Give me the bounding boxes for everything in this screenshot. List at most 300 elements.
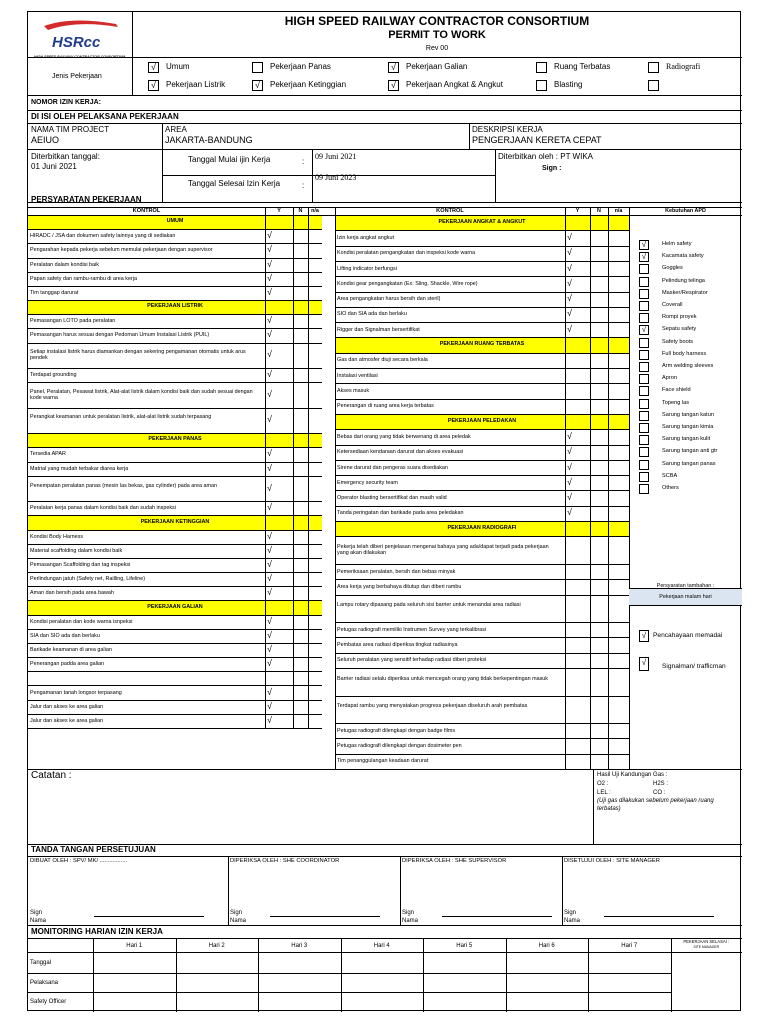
check-mark[interactable]: √ bbox=[267, 414, 272, 425]
jenis-checkbox[interactable] bbox=[648, 80, 659, 91]
rule bbox=[28, 462, 322, 463]
rule bbox=[308, 207, 309, 728]
apd-label: Sarung tangan kimia bbox=[662, 424, 714, 430]
apd-label: Sarung tangan anti gtr bbox=[662, 448, 718, 455]
jenis-label: Radiografi bbox=[666, 62, 701, 71]
rule bbox=[335, 564, 629, 565]
catatan-label: Catatan : bbox=[31, 770, 72, 781]
check-mark[interactable]: √ bbox=[267, 686, 272, 697]
apd-checkbox[interactable] bbox=[639, 411, 649, 421]
apd-checkbox[interactable] bbox=[639, 264, 649, 274]
checklist-item: Tim tanggap darurat bbox=[30, 289, 79, 296]
section-heading: PEKERJAAN RADIOGRAFI bbox=[447, 524, 517, 531]
rule bbox=[335, 595, 629, 596]
y-header: Y bbox=[575, 208, 580, 214]
apd-checkbox[interactable] bbox=[639, 362, 649, 372]
rule bbox=[28, 328, 322, 329]
deskripsi-label: DESKRIPSI KERJA bbox=[472, 125, 543, 134]
checklist-item: Perlindungan jatuh (Safety net, Railling, Lifeline) bbox=[30, 576, 146, 583]
rule bbox=[335, 246, 629, 247]
rule bbox=[565, 207, 566, 769]
checklist-item: Instalasi ventilasi bbox=[337, 372, 378, 379]
signature-role: DIBUAT OLEH : SPV/ MK/ ................. bbox=[30, 858, 128, 864]
pencahayaan-label: Pencahayaan memadai bbox=[653, 632, 723, 639]
checklist-item: Peralatan dalam kondisi baik bbox=[30, 261, 99, 268]
rule bbox=[28, 314, 322, 315]
nama-caption: Nama bbox=[402, 918, 419, 924]
apd-checkbox[interactable] bbox=[639, 472, 649, 482]
check-mark[interactable]: √ bbox=[267, 629, 272, 640]
checklist-item: Area pengangkatan harus bersih dan steril) bbox=[337, 296, 441, 303]
checklist-item: Kondisi gear pengangkatan (Ex: Sling, Shackle, Wire rope) bbox=[337, 280, 478, 287]
checklist-item: Pengarahan kepada pekerja sebelum memulai pekerjaan dengan supervisor bbox=[30, 247, 213, 254]
apd-checkbox[interactable]: √ bbox=[639, 325, 649, 335]
y-header: Y bbox=[277, 208, 281, 214]
checklist-item: Kondisi Body Harness bbox=[30, 533, 84, 540]
checklist-item: Terdapat rambu yang menyatakan progress pekerjaan diseluruh arah pembatas bbox=[337, 703, 528, 710]
check-mark[interactable]: √ bbox=[267, 587, 272, 598]
signature-line[interactable] bbox=[270, 916, 380, 917]
diterbitkan-label: Diterbitkan tanggal: bbox=[31, 152, 100, 161]
section-heading: PEKERJAAN LISTRIK bbox=[147, 303, 203, 310]
tambahan-header: Persyaratan tambahan : bbox=[656, 583, 715, 589]
check-mark[interactable]: √ bbox=[567, 323, 572, 334]
jenis-checkbox[interactable]: √ bbox=[252, 80, 263, 91]
apd-label: Helm safety bbox=[662, 241, 692, 247]
tanggal-mulai-value[interactable]: 09 Juni 2021 bbox=[315, 152, 357, 161]
rule bbox=[335, 622, 629, 623]
kontrol-header: KONTROL bbox=[132, 208, 161, 214]
check-mark[interactable]: √ bbox=[567, 476, 572, 487]
rule bbox=[28, 558, 322, 559]
monitoring-cell[interactable] bbox=[589, 993, 670, 1011]
check-mark[interactable]: √ bbox=[267, 329, 272, 340]
jenis-pekerjaan-label: Jenis Pekerjaan bbox=[52, 73, 102, 80]
rule bbox=[28, 714, 322, 715]
checklist-item: Barikade keamanan di area galian bbox=[30, 647, 112, 654]
tanggal-selesai-label: Tanggal Selesai Izin Kerja bbox=[188, 179, 281, 188]
checklist-item: Barrier radiasi selalu diperiksa untuk mencegah orang yang tidak berkepentingan masuk bbox=[337, 675, 548, 682]
rule bbox=[335, 460, 629, 461]
rule bbox=[28, 728, 322, 729]
checklist-item: Panel, Peralatan, Pesawat listrik, Alat-alat listrik dalam kondisi baik dan sudah sesuai dengan kode warna bbox=[30, 388, 253, 402]
apd-checkbox[interactable]: √ bbox=[639, 240, 649, 250]
signature-role: DISETUJUI OLEH : SITE MANAGER bbox=[564, 858, 660, 864]
selesai-sub: SITE MANAGER bbox=[693, 945, 720, 949]
day-header: Hari 2 bbox=[208, 943, 225, 949]
checklist-item: Kondisi peralatan pengangkatan dan inspeksi kode warna bbox=[337, 250, 476, 257]
apd-label: Safety boots bbox=[662, 338, 694, 345]
rule bbox=[335, 536, 629, 537]
apd-checkbox[interactable] bbox=[639, 435, 649, 445]
check-mark[interactable]: √ bbox=[267, 230, 272, 241]
apd-label: Kacamata safety bbox=[662, 253, 704, 260]
checklist-item: SIO dan SIA ada dan berlaku bbox=[337, 311, 407, 318]
gas-title: Hasil Uji Kandungan Gas : bbox=[597, 772, 668, 778]
monitoring-cell[interactable] bbox=[507, 953, 588, 972]
n-header: N bbox=[597, 208, 601, 214]
check-mark[interactable]: √ bbox=[267, 448, 272, 459]
deskripsi-value[interactable]: PENGERJAAN KERETA CEPAT bbox=[472, 135, 602, 145]
rule bbox=[28, 615, 322, 616]
check-mark[interactable]: √ bbox=[267, 388, 272, 399]
rule bbox=[265, 207, 266, 728]
monitoring-cell[interactable] bbox=[342, 993, 423, 1011]
check-mark[interactable]: √ bbox=[267, 272, 272, 283]
rule bbox=[335, 637, 629, 638]
check-mark[interactable]: √ bbox=[267, 244, 272, 255]
rule bbox=[335, 738, 629, 739]
rule bbox=[335, 668, 629, 669]
checklist-item: Petugas radiografi memiliki Instrumen Survey yang terkalibrasi bbox=[337, 626, 487, 633]
apd-checkbox[interactable] bbox=[639, 447, 649, 457]
apd-label: SCBA bbox=[662, 472, 678, 479]
monitoring-cell[interactable] bbox=[342, 953, 423, 972]
rule bbox=[28, 643, 322, 644]
checklist-item: Penerangan di ruang area kerja terbatas bbox=[337, 403, 434, 410]
rule bbox=[335, 207, 336, 769]
na-header: n/a bbox=[614, 208, 623, 214]
gas-h2s: H2S : bbox=[653, 781, 669, 787]
apd-label: Coverall bbox=[662, 302, 683, 308]
rule bbox=[28, 657, 322, 658]
rule bbox=[629, 207, 630, 769]
day-header: Hari 3 bbox=[291, 943, 308, 949]
check-mark[interactable]: √ bbox=[267, 349, 272, 360]
rule bbox=[335, 383, 629, 384]
nomor-izin-label: NOMOR IZIN KERJA: bbox=[31, 99, 101, 106]
colon-selesai: : bbox=[302, 181, 305, 190]
rule bbox=[28, 530, 322, 531]
sign-caption: Sign bbox=[230, 910, 243, 916]
apd-checkbox[interactable] bbox=[639, 301, 649, 311]
pelaksana-section-title: DI ISI OLEH PELAKSANA PEKERJAAN bbox=[31, 112, 179, 121]
monitoring-section-title: MONITORING HARIAN IZIN KERJA bbox=[31, 927, 163, 936]
section-heading: PEKERJAAN KETINGGIAN bbox=[140, 518, 210, 525]
nama-caption: Nama bbox=[30, 918, 47, 924]
check-mark[interactable]: √ bbox=[267, 644, 272, 655]
revision: Rev 00 bbox=[425, 45, 449, 52]
apd-label: Sarung tangan kulit bbox=[662, 436, 711, 443]
apd-header: Kebutuhan APD bbox=[665, 208, 706, 214]
monitoring-cell[interactable] bbox=[507, 993, 588, 1011]
rule bbox=[335, 506, 629, 507]
rule bbox=[28, 368, 322, 369]
apd-label: Rompi proyek bbox=[662, 314, 697, 321]
rule bbox=[335, 276, 629, 277]
section-heading: PEKERJAAN PANAS bbox=[148, 436, 202, 443]
rule bbox=[335, 230, 629, 231]
apd-checkbox[interactable] bbox=[639, 289, 649, 299]
monitoring-cell[interactable] bbox=[94, 993, 175, 1011]
checklist-item: Peralatan kerja panas dalam kondisi baik dan sudah inspeksi bbox=[30, 505, 176, 512]
jenis-label: Blasting bbox=[554, 80, 583, 89]
logo-text: HSRcc bbox=[52, 34, 101, 51]
apd-checkbox[interactable] bbox=[639, 484, 649, 494]
check-mark[interactable]: √ bbox=[267, 544, 272, 555]
rule bbox=[28, 408, 322, 409]
checklist-item: Papan safety dan rambu-rambu di area kerja bbox=[30, 275, 137, 282]
logo-sub: HIGH SPEED RAILWAY CONTRACTOR CONSORTIUM bbox=[34, 55, 126, 59]
checklist-item: Pemasangan LOTO pada peralatan bbox=[30, 318, 116, 325]
checklist-item: Petugas radiografi dilengkapi dengan dosimeter pen bbox=[337, 743, 462, 750]
apd-label: Topeng las bbox=[662, 399, 690, 406]
rule bbox=[335, 261, 629, 262]
rule bbox=[28, 544, 322, 545]
check-mark[interactable]: √ bbox=[267, 530, 272, 541]
checklist-item: Akses masuk bbox=[337, 387, 370, 394]
rule bbox=[608, 207, 609, 769]
checklist-item: Sirene darurat dan pengeras suara disediakan bbox=[337, 464, 448, 471]
apd-checkbox[interactable] bbox=[639, 313, 649, 323]
apd-checkbox[interactable] bbox=[639, 399, 649, 409]
checklist-item: Pengamanan tanah longsor terpasang bbox=[30, 689, 122, 696]
checklist-item: Jalur dan akses ke area galian bbox=[30, 717, 104, 724]
rule bbox=[335, 754, 629, 755]
jenis-checkbox[interactable]: √ bbox=[388, 80, 399, 91]
check-mark[interactable]: √ bbox=[267, 573, 272, 584]
check-mark[interactable]: √ bbox=[267, 286, 272, 297]
checklist-item: Lifting indicator berfungsi bbox=[337, 265, 397, 272]
colon-mulai: : bbox=[302, 157, 305, 166]
rule bbox=[335, 653, 629, 654]
tanggal-selesai-value[interactable]: 09 Juni 2023 bbox=[315, 173, 357, 182]
section-heading: PEKERJAAN RUANG TERBATAS bbox=[439, 341, 525, 348]
check-mark[interactable]: √ bbox=[267, 258, 272, 269]
monitoring-cell[interactable] bbox=[259, 993, 340, 1011]
monitoring-cell[interactable] bbox=[177, 993, 258, 1011]
checklist-item: Tersedia APAR bbox=[30, 451, 66, 458]
rule bbox=[335, 429, 629, 430]
sign-caption: Sign bbox=[564, 910, 577, 916]
checklist-item: HIRADC / JSA dan dokumen safety lainnya yang di sediakan bbox=[30, 233, 176, 240]
rule bbox=[28, 258, 322, 259]
nama-tim-value[interactable]: AEIUO bbox=[31, 135, 60, 145]
diterbitkan-oleh: Diterbitkan oleh : PT WIKA bbox=[498, 152, 593, 161]
apd-label: Sepatu safety bbox=[662, 326, 697, 333]
rule bbox=[28, 343, 322, 344]
checklist-item: Penempatan peralatan panas (mesin las bekas, gas cylinder) pada area aman bbox=[30, 482, 217, 489]
check-mark[interactable]: √ bbox=[267, 502, 272, 513]
ttd-section-title: TANDA TANGAN PERSETUJUAN bbox=[31, 845, 156, 854]
rule bbox=[335, 368, 629, 369]
jenis-checkbox[interactable]: √ bbox=[388, 62, 399, 73]
n-header: N bbox=[298, 208, 303, 214]
apd-label: Face shield bbox=[662, 387, 691, 394]
gas-o2: O2 : bbox=[597, 781, 609, 787]
checklist-item: Jalur dan akses ke area galian bbox=[30, 703, 104, 710]
check-mark[interactable]: √ bbox=[567, 247, 572, 258]
sign-caption: Sign bbox=[402, 910, 415, 916]
checklist-item: Tim penanggulangan keadaan darurat bbox=[337, 758, 429, 765]
check-mark[interactable]: √ bbox=[567, 492, 572, 503]
signature-line[interactable] bbox=[604, 916, 714, 917]
section-heading: PEKERJAAN ANGKAT & ANGKUT bbox=[438, 218, 526, 225]
apd-checkbox[interactable] bbox=[639, 277, 649, 287]
section-heading: UMUM bbox=[166, 218, 184, 225]
apd-checkbox[interactable] bbox=[639, 374, 649, 384]
monitoring-cell[interactable] bbox=[259, 953, 340, 972]
apd-label: Apron bbox=[662, 375, 677, 382]
jenis-checkbox[interactable]: √ bbox=[148, 62, 159, 73]
check-mark[interactable]: √ bbox=[567, 430, 572, 441]
rule bbox=[228, 856, 229, 925]
jenis-checkbox[interactable] bbox=[648, 62, 659, 73]
monitoring-cell[interactable] bbox=[589, 953, 670, 972]
monitoring-cell[interactable] bbox=[259, 974, 340, 991]
apd-checkbox[interactable] bbox=[639, 460, 649, 470]
gas-lel: LEL : bbox=[597, 790, 611, 796]
rule bbox=[335, 353, 629, 354]
check-mark[interactable]: √ bbox=[567, 277, 572, 288]
checklist-item: SIA dan SIO ada dan berlaku bbox=[30, 632, 100, 639]
monitoring-cell[interactable] bbox=[424, 993, 505, 1011]
checklist-item: Pemasangan Scaffolding dan tag inspeksi bbox=[30, 562, 131, 569]
day-header: Hari 1 bbox=[126, 943, 143, 949]
hsrcc-logo bbox=[32, 16, 128, 60]
area-label: AREA bbox=[165, 125, 187, 134]
signature-line[interactable] bbox=[442, 916, 552, 917]
jenis-label: Pekerjaan Panas bbox=[270, 62, 331, 71]
apd-checkbox[interactable] bbox=[639, 338, 649, 348]
jenis-checkbox[interactable] bbox=[536, 80, 547, 91]
check-mark[interactable]: √ bbox=[267, 559, 272, 570]
checklist-item: Lampu rotary dipasang pada seluruh sisi barrier untuk menandai area radiasi bbox=[337, 602, 521, 609]
rule bbox=[28, 501, 322, 502]
pencahayaan-checkbox[interactable]: √ bbox=[639, 630, 649, 642]
rule bbox=[28, 685, 322, 686]
apd-label: Full body harness bbox=[662, 350, 707, 357]
check-mark[interactable]: √ bbox=[267, 615, 272, 626]
check-mark[interactable]: √ bbox=[267, 658, 272, 669]
form-title: HIGH SPEED RAILWAY CONTRACTOR CONSORTIUM bbox=[284, 14, 590, 28]
check-mark[interactable]: √ bbox=[567, 231, 572, 242]
check-mark[interactable]: √ bbox=[567, 308, 572, 319]
monitoring-cell[interactable] bbox=[94, 974, 175, 991]
rule bbox=[28, 447, 322, 448]
sign-caption: Sign bbox=[30, 910, 43, 916]
check-mark[interactable]: √ bbox=[567, 446, 572, 457]
pekerjaan-malam: Pekerjaan malam hari bbox=[659, 594, 712, 600]
rule bbox=[293, 207, 294, 728]
rule bbox=[28, 572, 322, 573]
checklist-item: Tanda peringatan dan barikade pada area peledakan bbox=[337, 510, 464, 517]
permit-to-work-form bbox=[27, 11, 741, 1011]
rule bbox=[335, 475, 629, 476]
persyaratan-section-title: PERSYARATAN PEKERJAAN bbox=[31, 195, 142, 204]
checklist-item: Seluruh peralatan yang sensitif terhadap radiasi diberi proteksi bbox=[337, 657, 487, 664]
monitoring-cell[interactable] bbox=[94, 953, 175, 972]
rule bbox=[335, 445, 629, 446]
pekerjaan-selesai: PEKERJAAN SELASAI : bbox=[683, 939, 730, 944]
apd-checkbox[interactable]: √ bbox=[639, 252, 649, 262]
checklist-item: Setiap instalasi listrik harus diamankan dengan sekering pengamanan otomatis untuk arus pendek bbox=[30, 349, 246, 362]
checklist-item: Material scaffolding dalam kondisi baik bbox=[30, 547, 123, 554]
rule bbox=[28, 629, 322, 630]
monitoring-cell[interactable] bbox=[177, 953, 258, 972]
monitoring-row-label: Tanggal bbox=[30, 959, 52, 966]
rule bbox=[562, 856, 563, 925]
checklist-item: Penerangan padda area galian bbox=[30, 661, 105, 668]
signature-role: DIPERIKSA OLEH : SHE SUPERVISOR bbox=[402, 858, 507, 864]
apd-label: Sarung tangan panas bbox=[662, 460, 716, 467]
apd-label: Masker/Respirator bbox=[662, 289, 708, 296]
check-mark[interactable]: √ bbox=[567, 507, 572, 518]
apd-checkbox[interactable] bbox=[639, 423, 649, 433]
rule bbox=[335, 696, 629, 697]
sign-label: Sign : bbox=[542, 165, 562, 172]
apd-label: Arm welding sleeves bbox=[662, 363, 714, 369]
gas-co: CO : bbox=[653, 790, 666, 796]
apd-label: Pelindung telinga bbox=[662, 277, 705, 284]
checklist-item: Gas dan atmosfer diuji secara berkala bbox=[337, 357, 428, 364]
signature-role: DIPERIKSA OLEH : SHE COORDINATOR bbox=[230, 858, 340, 864]
monitoring-cell[interactable] bbox=[424, 974, 505, 991]
rule bbox=[335, 723, 629, 724]
jenis-label: Umum bbox=[166, 62, 190, 71]
jenis-checkbox[interactable] bbox=[252, 62, 263, 73]
monitoring-cell[interactable] bbox=[424, 953, 505, 972]
day-header: Hari 7 bbox=[621, 943, 638, 949]
checklist-item: Emergency security team bbox=[337, 479, 398, 486]
diterbitkan-value[interactable]: 01 Juni 2021 bbox=[31, 162, 77, 171]
signature-line[interactable] bbox=[94, 916, 204, 917]
jenis-checkbox[interactable]: √ bbox=[148, 80, 159, 91]
checklist-item: Rigger dan Signalman bersertifikat bbox=[337, 326, 420, 333]
rule bbox=[335, 307, 629, 308]
monitoring-cell[interactable] bbox=[177, 974, 258, 991]
check-mark[interactable]: √ bbox=[267, 369, 272, 380]
check-mark[interactable]: √ bbox=[567, 262, 572, 273]
rule bbox=[335, 322, 629, 323]
signalman-label: Signalman/ trafficman bbox=[662, 663, 726, 670]
check-mark[interactable]: √ bbox=[267, 315, 272, 326]
rule bbox=[335, 579, 629, 580]
apd-label: Sarung tangan katun bbox=[662, 411, 714, 418]
rule bbox=[335, 399, 629, 400]
area-value[interactable]: JAKARTA-BANDUNG bbox=[165, 135, 253, 145]
checklist-item: Pembatas area radiasi diperiksa tingkat radiasinya bbox=[337, 642, 458, 649]
checklist-item: Pemeriksaan peralatan, bersih dan bebas minyak bbox=[337, 568, 456, 575]
form-subtitle: PERMIT TO WORK bbox=[388, 29, 486, 41]
signalman-checkbox[interactable]: √ bbox=[639, 657, 649, 671]
check-mark[interactable]: √ bbox=[567, 293, 572, 304]
apd-checkbox[interactable] bbox=[639, 350, 649, 360]
monitoring-cell[interactable] bbox=[507, 974, 588, 991]
check-mark[interactable]: √ bbox=[267, 700, 272, 711]
day-header: Hari 6 bbox=[538, 943, 555, 949]
check-mark[interactable]: √ bbox=[267, 714, 272, 725]
jenis-label: Pekerjaan Galian bbox=[406, 62, 468, 71]
rule bbox=[28, 700, 322, 701]
section-heading: PEKERJAAN GALIAN bbox=[147, 603, 203, 610]
check-mark[interactable]: √ bbox=[267, 482, 272, 493]
monitoring-cell[interactable] bbox=[589, 974, 670, 991]
monitoring-cell[interactable] bbox=[342, 974, 423, 991]
apd-checkbox[interactable] bbox=[639, 386, 649, 396]
kontrol-header: KONTROL bbox=[436, 208, 464, 214]
nama-caption: Nama bbox=[230, 918, 247, 924]
check-mark[interactable]: √ bbox=[567, 461, 572, 472]
checklist-item: Terdapat grounding bbox=[30, 372, 77, 379]
checklist-item: Area kerja yang berbahaya ditutup dan diberi rambu bbox=[337, 583, 462, 590]
section-heading: PEKERJAAN PELEDAKAN bbox=[447, 417, 517, 424]
check-mark[interactable]: √ bbox=[267, 462, 272, 473]
nama-tim-label: NAMA TIM PROJECT bbox=[31, 125, 110, 134]
jenis-checkbox[interactable] bbox=[536, 62, 547, 73]
jenis-label: Pekerjaan Listrik bbox=[166, 80, 226, 89]
checklist-item: Matrial yang mudah terbakar diarea kerja bbox=[30, 465, 129, 472]
